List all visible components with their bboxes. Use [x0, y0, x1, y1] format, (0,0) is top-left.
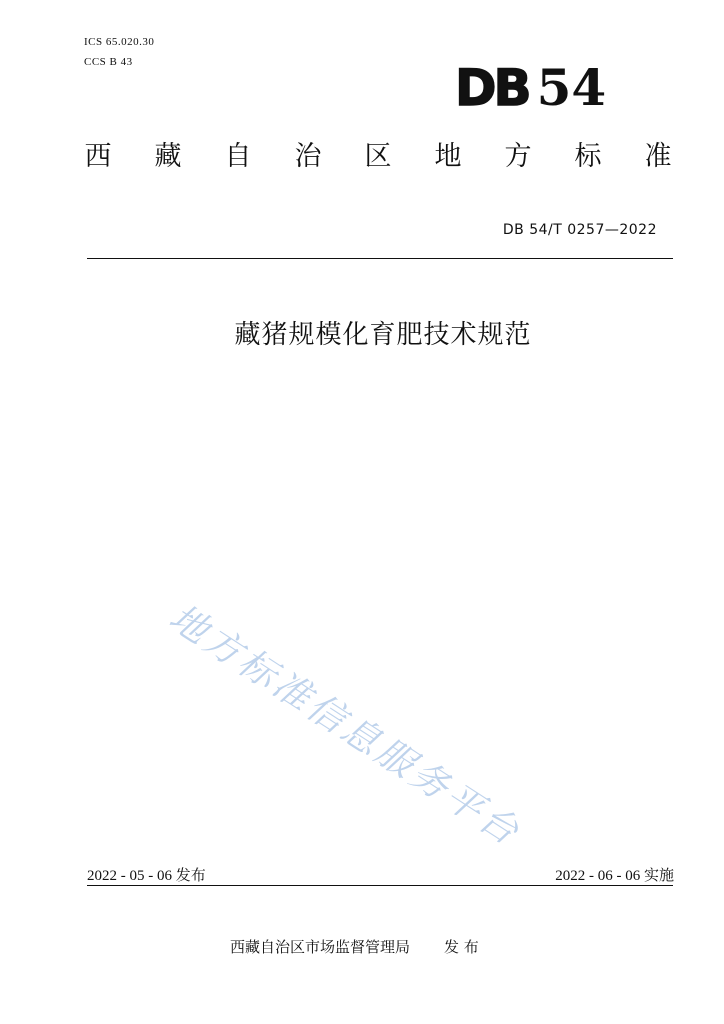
ics-code: ICS 65.020.30 — [84, 36, 155, 48]
standard-type-char: 自 — [224, 141, 252, 172]
publisher-action: 发 布 — [444, 938, 479, 956]
publisher-line — [230, 936, 479, 957]
standard-type-char: 地 — [434, 141, 462, 172]
publish-date: 2022 - 05 - 06 发布 — [87, 868, 206, 884]
db-logo-number: 54 — [536, 58, 607, 117]
standard-type-char: 治 — [294, 141, 322, 172]
publisher-name: 西藏自治区市场监督管理局 — [230, 938, 411, 956]
standard-type-char: 准 — [644, 141, 672, 172]
standard-type-heading — [78, 137, 678, 177]
document-title: 藏猪规模化育肥技术规范 — [234, 320, 532, 350]
standard-type-char: 标 — [574, 141, 602, 172]
db-logo — [455, 58, 606, 118]
standard-type-char: 方 — [504, 141, 532, 172]
watermark: 地方标准信息服务平台 — [161, 595, 529, 855]
ccs-code: CCS B 43 — [84, 56, 133, 68]
bottom-divider — [87, 885, 673, 886]
standard-type-char: 区 — [364, 141, 392, 172]
top-divider — [87, 258, 673, 259]
standard-type-char: 藏 — [154, 141, 182, 172]
implement-date: 2022 - 06 - 06 实施 — [555, 868, 674, 884]
standard-number: DB 54/T 0257—2022 — [502, 222, 657, 238]
standard-type-char: 西 — [84, 141, 112, 172]
db-logo-letters: DB — [455, 59, 529, 117]
